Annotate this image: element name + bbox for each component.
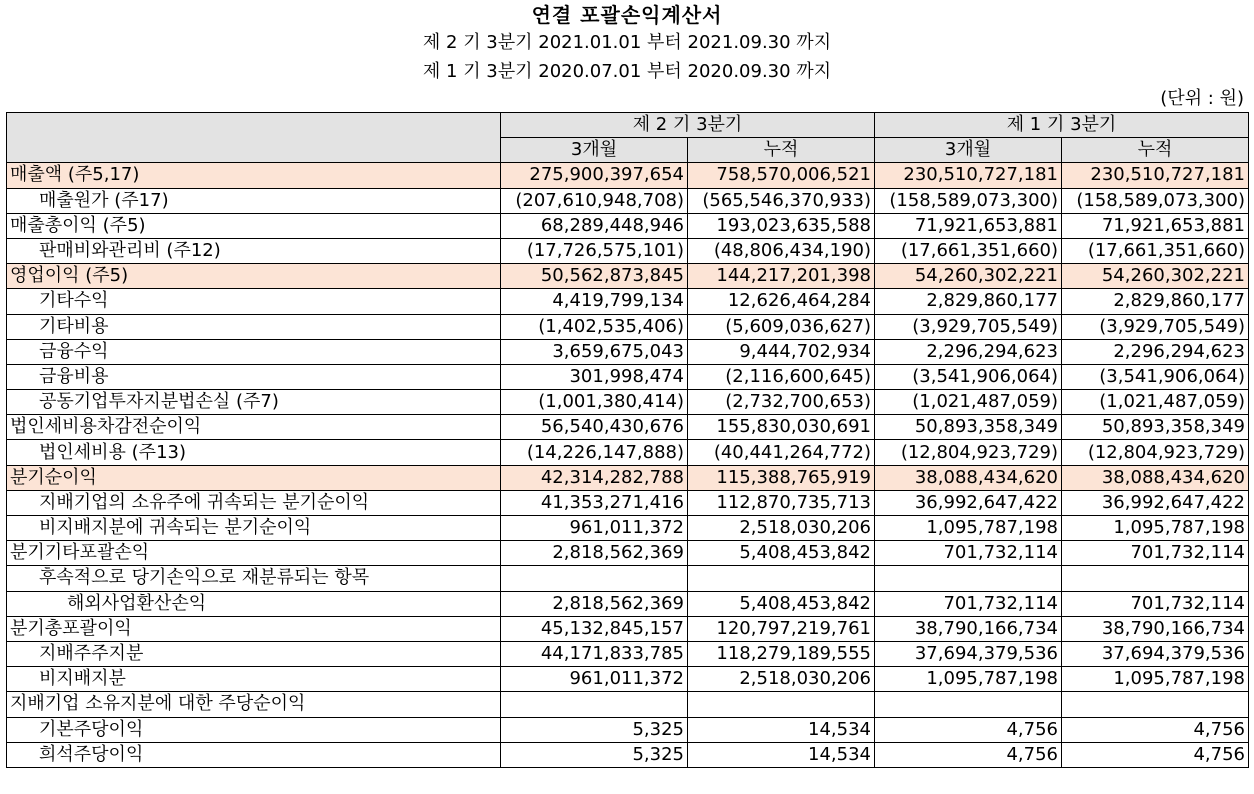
label-column-header xyxy=(7,113,501,163)
value-prior-3m: (1,021,487,059) xyxy=(875,390,1062,415)
table-row xyxy=(7,742,1249,767)
value-current-cumulative: 193,023,635,588 xyxy=(688,213,875,238)
value-prior-cumulative: 4,756 xyxy=(1062,717,1249,742)
statement-title: 연결 포괄손익계산서 xyxy=(531,3,723,27)
value-current-cumulative: (48,806,434,190) xyxy=(688,238,875,263)
value-prior-cumulative: 2,829,860,177 xyxy=(1062,289,1249,314)
value-current-3m: (14,226,147,888) xyxy=(501,440,688,465)
value-current-cumulative: (40,441,264,772) xyxy=(688,440,875,465)
value-current-cumulative: 2,518,030,206 xyxy=(688,667,875,692)
value-prior-3m: 2,829,860,177 xyxy=(875,289,1062,314)
table-row xyxy=(7,465,1249,490)
table-row xyxy=(7,566,1249,591)
value-current-cumulative: 115,388,765,919 xyxy=(688,465,875,490)
value-prior-3m: (17,661,351,660) xyxy=(875,238,1062,263)
statement-header xyxy=(0,0,1254,86)
income-statement-table xyxy=(6,112,1249,768)
column-group-prior: 제 1 기 3분기 xyxy=(875,113,1249,138)
table-row xyxy=(7,238,1249,263)
value-prior-cumulative: 1,095,787,198 xyxy=(1062,667,1249,692)
value-prior-3m: 1,095,787,198 xyxy=(875,516,1062,541)
value-current-3m: 42,314,282,788 xyxy=(501,465,688,490)
value-current-cumulative: (565,546,370,933) xyxy=(688,188,875,213)
value-prior-cumulative: 230,510,727,181 xyxy=(1062,163,1249,188)
value-prior-cumulative: 50,893,358,349 xyxy=(1062,415,1249,440)
row-label: 매출원가 (주17) xyxy=(7,188,501,213)
value-prior-cumulative: 4,756 xyxy=(1062,742,1249,767)
value-current-3m: 45,132,845,157 xyxy=(501,616,688,641)
value-prior-3m: 38,088,434,620 xyxy=(875,465,1062,490)
value-current-3m: 2,818,562,369 xyxy=(501,541,688,566)
value-current-cumulative xyxy=(688,566,875,591)
value-current-3m: 44,171,833,785 xyxy=(501,641,688,666)
value-prior-3m: 701,732,114 xyxy=(875,541,1062,566)
value-current-3m: 961,011,372 xyxy=(501,516,688,541)
value-prior-3m: 54,260,302,221 xyxy=(875,264,1062,289)
column-prior-cumulative: 누적 xyxy=(1062,138,1249,163)
value-current-cumulative: 2,518,030,206 xyxy=(688,516,875,541)
table-row xyxy=(7,440,1249,465)
table-row xyxy=(7,339,1249,364)
value-prior-3m: 4,756 xyxy=(875,717,1062,742)
value-current-3m: 3,659,675,043 xyxy=(501,339,688,364)
value-current-cumulative: 12,626,464,284 xyxy=(688,289,875,314)
value-prior-cumulative: (3,929,705,549) xyxy=(1062,314,1249,339)
value-prior-cumulative: 38,088,434,620 xyxy=(1062,465,1249,490)
value-prior-cumulative: 701,732,114 xyxy=(1062,591,1249,616)
row-label: 희석주당이익 xyxy=(7,742,501,767)
row-label: 비지배지분 xyxy=(7,667,501,692)
value-current-cumulative: (2,116,600,645) xyxy=(688,364,875,389)
value-prior-cumulative: 38,790,166,734 xyxy=(1062,616,1249,641)
row-label: 기본주당이익 xyxy=(7,717,501,742)
value-prior-3m: (3,541,906,064) xyxy=(875,364,1062,389)
value-prior-cumulative: 1,095,787,198 xyxy=(1062,516,1249,541)
value-current-3m: 68,289,448,946 xyxy=(501,213,688,238)
value-prior-cumulative: (158,589,073,300) xyxy=(1062,188,1249,213)
value-current-cumulative: 14,534 xyxy=(688,742,875,767)
value-prior-3m: 37,694,379,536 xyxy=(875,641,1062,666)
period-current: 제 2 기 3분기 2021.01.01 부터 2021.09.30 까지 xyxy=(422,32,832,53)
value-current-3m: 2,818,562,369 xyxy=(501,591,688,616)
value-prior-3m xyxy=(875,692,1062,717)
value-current-3m xyxy=(501,566,688,591)
header-row-groups xyxy=(7,113,1249,138)
table-row xyxy=(7,163,1249,188)
column-group-current: 제 2 기 3분기 xyxy=(501,113,875,138)
value-prior-cumulative: 71,921,653,881 xyxy=(1062,213,1249,238)
value-current-cumulative: 5,408,453,842 xyxy=(688,541,875,566)
value-current-3m: (207,610,948,708) xyxy=(501,188,688,213)
period-prior: 제 1 기 3분기 2020.07.01 부터 2020.09.30 까지 xyxy=(422,61,832,82)
statement-body xyxy=(7,163,1249,768)
value-current-cumulative: 120,797,219,761 xyxy=(688,616,875,641)
row-label: 기타수익 xyxy=(7,289,501,314)
row-label: 매출총이익 (주5) xyxy=(7,213,501,238)
value-prior-cumulative: (17,661,351,660) xyxy=(1062,238,1249,263)
value-current-cumulative: 144,217,201,398 xyxy=(688,264,875,289)
table-row xyxy=(7,364,1249,389)
value-current-3m: 301,998,474 xyxy=(501,364,688,389)
value-current-3m: (17,726,575,101) xyxy=(501,238,688,263)
table-row xyxy=(7,692,1249,717)
value-current-cumulative: (2,732,700,653) xyxy=(688,390,875,415)
table-row xyxy=(7,264,1249,289)
value-prior-3m: 230,510,727,181 xyxy=(875,163,1062,188)
value-current-cumulative: 9,444,702,934 xyxy=(688,339,875,364)
value-prior-3m xyxy=(875,566,1062,591)
value-current-3m: 50,562,873,845 xyxy=(501,264,688,289)
table-row xyxy=(7,516,1249,541)
value-current-3m: 961,011,372 xyxy=(501,667,688,692)
column-prior-3m: 3개월 xyxy=(875,138,1062,163)
value-prior-cumulative: 701,732,114 xyxy=(1062,541,1249,566)
value-current-cumulative xyxy=(688,692,875,717)
value-current-cumulative: (5,609,036,627) xyxy=(688,314,875,339)
value-current-3m: 275,900,397,654 xyxy=(501,163,688,188)
row-label: 해외사업환산손익 xyxy=(7,591,501,616)
value-prior-cumulative: 2,296,294,623 xyxy=(1062,339,1249,364)
value-prior-3m: 36,992,647,422 xyxy=(875,490,1062,515)
value-current-cumulative: 118,279,189,555 xyxy=(688,641,875,666)
value-current-3m: 4,419,799,134 xyxy=(501,289,688,314)
value-prior-3m: 4,756 xyxy=(875,742,1062,767)
row-label: 분기기타포괄손익 xyxy=(7,541,501,566)
value-prior-cumulative: 37,694,379,536 xyxy=(1062,641,1249,666)
value-current-3m: 5,325 xyxy=(501,717,688,742)
value-prior-3m: (158,589,073,300) xyxy=(875,188,1062,213)
row-label: 기타비용 xyxy=(7,314,501,339)
value-prior-cumulative xyxy=(1062,692,1249,717)
value-current-3m xyxy=(501,692,688,717)
row-label: 비지배지분에 귀속되는 분기순이익 xyxy=(7,516,501,541)
row-label: 영업이익 (주5) xyxy=(7,264,501,289)
table-row xyxy=(7,415,1249,440)
value-prior-3m: 71,921,653,881 xyxy=(875,213,1062,238)
unit-label: (단위 : 원) xyxy=(1160,88,1244,109)
value-prior-cumulative: (12,804,923,729) xyxy=(1062,440,1249,465)
table-row xyxy=(7,490,1249,515)
value-current-cumulative: 758,570,006,521 xyxy=(688,163,875,188)
table-row xyxy=(7,616,1249,641)
value-current-3m: 5,325 xyxy=(501,742,688,767)
table-row xyxy=(7,213,1249,238)
table-row xyxy=(7,717,1249,742)
column-current-cumulative: 누적 xyxy=(688,138,875,163)
table-row xyxy=(7,667,1249,692)
row-label: 금융비용 xyxy=(7,364,501,389)
value-prior-cumulative: (1,021,487,059) xyxy=(1062,390,1249,415)
value-current-3m: 56,540,430,676 xyxy=(501,415,688,440)
value-current-3m: 41,353,271,416 xyxy=(501,490,688,515)
row-label: 분기총포괄이익 xyxy=(7,616,501,641)
row-label: 지배기업의 소유주에 귀속되는 분기순이익 xyxy=(7,490,501,515)
value-current-cumulative: 5,408,453,842 xyxy=(688,591,875,616)
row-label: 공동기업투자지분법손실 (주7) xyxy=(7,390,501,415)
value-prior-3m: 1,095,787,198 xyxy=(875,667,1062,692)
row-label: 분기순이익 xyxy=(7,465,501,490)
row-label: 지배기업 소유지분에 대한 주당순이익 xyxy=(7,692,501,717)
table-row xyxy=(7,641,1249,666)
row-label: 매출액 (주5,17) xyxy=(7,163,501,188)
table-row xyxy=(7,541,1249,566)
value-current-3m: (1,001,380,414) xyxy=(501,390,688,415)
row-label: 지배주주지분 xyxy=(7,641,501,666)
table-row xyxy=(7,314,1249,339)
table-row xyxy=(7,188,1249,213)
value-current-cumulative: 155,830,030,691 xyxy=(688,415,875,440)
value-prior-3m: 2,296,294,623 xyxy=(875,339,1062,364)
column-current-3m: 3개월 xyxy=(501,138,688,163)
row-label: 후속적으로 당기손익으로 재분류되는 항목 xyxy=(7,566,501,591)
value-prior-3m: 701,732,114 xyxy=(875,591,1062,616)
table-row xyxy=(7,390,1249,415)
value-prior-cumulative xyxy=(1062,566,1249,591)
value-prior-cumulative: (3,541,906,064) xyxy=(1062,364,1249,389)
table-row xyxy=(7,591,1249,616)
table-row xyxy=(7,289,1249,314)
row-label: 법인세비용차감전순이익 xyxy=(7,415,501,440)
value-prior-cumulative: 54,260,302,221 xyxy=(1062,264,1249,289)
value-current-3m: (1,402,535,406) xyxy=(501,314,688,339)
value-prior-3m: 50,893,358,349 xyxy=(875,415,1062,440)
row-label: 금융수익 xyxy=(7,339,501,364)
value-current-cumulative: 112,870,735,713 xyxy=(688,490,875,515)
value-prior-3m: (3,929,705,549) xyxy=(875,314,1062,339)
value-prior-cumulative: 36,992,647,422 xyxy=(1062,490,1249,515)
value-prior-3m: 38,790,166,734 xyxy=(875,616,1062,641)
row-label: 판매비와관리비 (주12) xyxy=(7,238,501,263)
value-current-cumulative: 14,534 xyxy=(688,717,875,742)
row-label: 법인세비용 (주13) xyxy=(7,440,501,465)
value-prior-3m: (12,804,923,729) xyxy=(875,440,1062,465)
